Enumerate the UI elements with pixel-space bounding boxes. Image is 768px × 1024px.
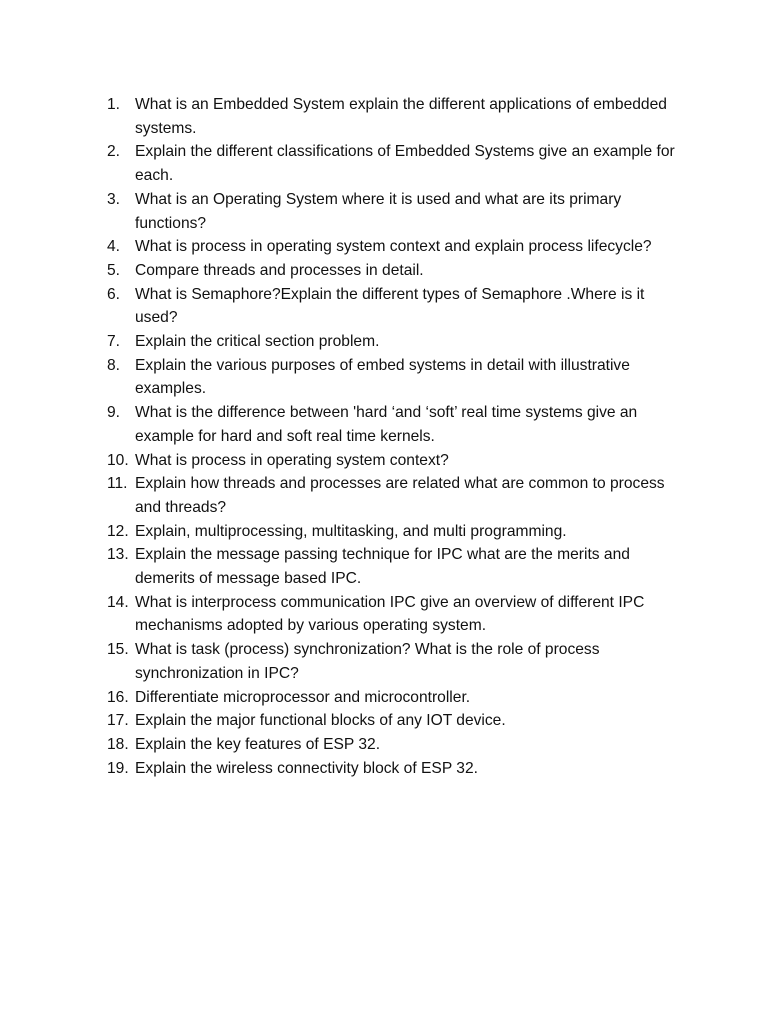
question-text: Explain the message passing technique for IPC what are the merits and demerits of message based IPC.	[135, 546, 630, 588]
question-text: What is an Embedded System explain the different applications of embedded systems.	[135, 96, 667, 137]
question-text: What is an Operating System where it is used and what are its primary functions?	[135, 190, 622, 232]
question-item	[107, 235, 677, 259]
question-text: Explain the critical section problem.	[135, 333, 380, 351]
question-text: Explain the different classifications of Embedded Systems give an example for each.	[135, 143, 675, 185]
question-text: Explain the various purposes of embed systems in detail with illustrative examples.	[135, 356, 630, 398]
question-number: 4.	[107, 238, 121, 256]
question-item	[107, 283, 677, 330]
question-number: 19.	[107, 759, 129, 777]
question-item	[107, 354, 677, 401]
question-item	[107, 140, 677, 187]
question-number: 18.	[107, 735, 129, 753]
question-item	[107, 401, 677, 448]
question-item	[107, 188, 677, 235]
question-number: 12.	[107, 522, 129, 540]
question-number: 16.	[107, 688, 129, 706]
question-number: 2.	[107, 143, 121, 161]
question-item	[107, 591, 677, 638]
question-text: What is process in operating system context and explain process lifecycle?	[135, 238, 652, 256]
question-text: What is interprocess communication IPC give an overview of different IPC mechanisms adopted by various operating system.	[135, 593, 645, 635]
question-item	[107, 472, 677, 519]
question-item	[107, 686, 677, 710]
question-text: Explain, multiprocessing, multitasking, and multi programming.	[135, 522, 567, 540]
question-item	[107, 259, 677, 283]
question-text: Explain the wireless connectivity block of ESP 32.	[135, 759, 478, 777]
question-number: 3.	[107, 190, 121, 208]
question-text: Explain the key features of ESP 32.	[135, 735, 381, 753]
question-item	[107, 638, 677, 685]
question-item	[107, 449, 677, 473]
question-text: Compare threads and processes in detail.	[135, 261, 424, 279]
question-number: 7.	[107, 333, 121, 351]
question-item	[107, 733, 677, 757]
question-number: 14.	[107, 593, 129, 611]
question-list	[107, 93, 677, 780]
question-text: What is the difference between 'hard ‘and ‘soft’ real time systems give an example for hard and soft real time kernels.	[135, 404, 638, 445]
question-number: 5.	[107, 261, 121, 279]
question-number: 1.	[107, 96, 121, 113]
question-text: Differentiate microprocessor and microcontroller.	[135, 688, 471, 706]
question-text: Explain the major functional blocks of any IOT device.	[135, 712, 506, 730]
question-number: 13.	[107, 546, 129, 564]
question-item	[107, 93, 677, 140]
question-number: 15.	[107, 641, 129, 659]
question-text: Explain how threads and processes are related what are common to process and threads?	[135, 475, 665, 516]
question-item	[107, 520, 677, 544]
question-number: 8.	[107, 356, 121, 374]
question-text: What is Semaphore?Explain the different types of Semaphore .Where is it used?	[135, 285, 645, 327]
question-item	[107, 757, 677, 781]
question-item	[107, 330, 677, 354]
question-number: 9.	[107, 404, 121, 422]
question-number: 6.	[107, 285, 121, 303]
question-number: 10.	[107, 451, 129, 469]
question-number: 17.	[107, 712, 129, 730]
question-number: 11.	[107, 475, 128, 493]
question-text: What is process in operating system context?	[135, 451, 449, 469]
question-text: What is task (process) synchronization? What is the role of process synchronization in IPC?	[135, 641, 600, 682]
question-item	[107, 709, 677, 733]
question-item	[107, 543, 677, 590]
